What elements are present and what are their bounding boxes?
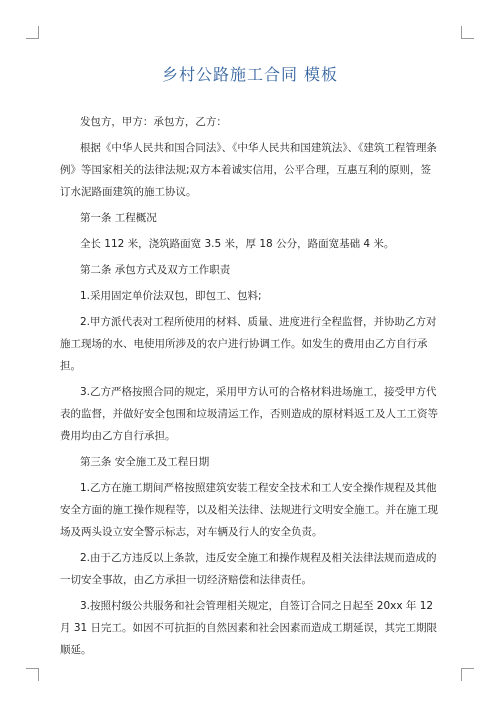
preamble-paragraph: 根据《中华人民共和国合同法》、《中华人民共和国建筑法》、《建筑工程管理条例》等国家相关的法律法规;双方本着诚实信用，公平合理，互惠互利的原则，签订水泥路面建筑的施工协议。 [60,142,437,198]
crop-mark-top-left [26,26,39,39]
document-title: 乡村公路施工合同 模板 [161,65,339,84]
parties-line: 发包方，甲方：承包方，乙方： [79,116,227,128]
section-2-paragraph-3: 3.乙方严格按照合同的规定，采用甲方认可的合格材料进场施工，接受甲方代表的监督，并做好安全包围和垃圾清运工作，否则造成的原材料返工及人工工资等费用均由乙方自行承担。 [60,386,438,442]
section-1-paragraph-1: 全长 112 米，浇筑路面宽 3.5 米，厚 18 公分，路面宽基础 4 米。 [79,238,395,250]
crop-mark-bottom-right [461,668,474,681]
section-2-paragraph-2: 2.甲方派代表对工程所使用的材料、质量、进度进行全程监督，并协助乙方对施工现场的水、电使用所涉及的农户进行协调工作。如发生的费用由乙方自行承担。 [60,316,437,372]
section-heading-2: 第二条 承包方式及双方工作职责 [79,264,231,276]
section-heading-1: 第一条 工程概况 [79,212,157,224]
section-2-paragraph-1: 1.采用固定单价法双包，即包工、包料; [79,290,262,302]
document-page [60,62,440,661]
section-3-paragraph-3: 3.按照村级公共服务和社会管理相关规定，自签订合同之日起至 20xx 年 12 月 31 日完工。如因不可抗拒的自然因素和社会因素而造成工期延误，其完工期限顺延。 [60,600,438,656]
section-3-paragraph-2: 2.由于乙方违反以上条款，违反安全施工和操作规程及相关法律法规而造成的一切安全事故，由乙方承担一切经济赔偿和法律责任。 [60,552,437,586]
crop-mark-bottom-left [26,668,39,681]
crop-mark-top-right [461,26,474,39]
section-3-paragraph-1: 1.乙方在施工期间严格按照建筑安装工程安全技术和工人安全操作规程及其他安全方面的施工操作规程等，以及相关法律、法规进行文明安全施工。并在施工现场及两头设立安全警示标志，对车辆及行人的安全负责。 [60,482,438,538]
section-heading-3: 第三条 安全施工及工程日期 [79,456,210,468]
